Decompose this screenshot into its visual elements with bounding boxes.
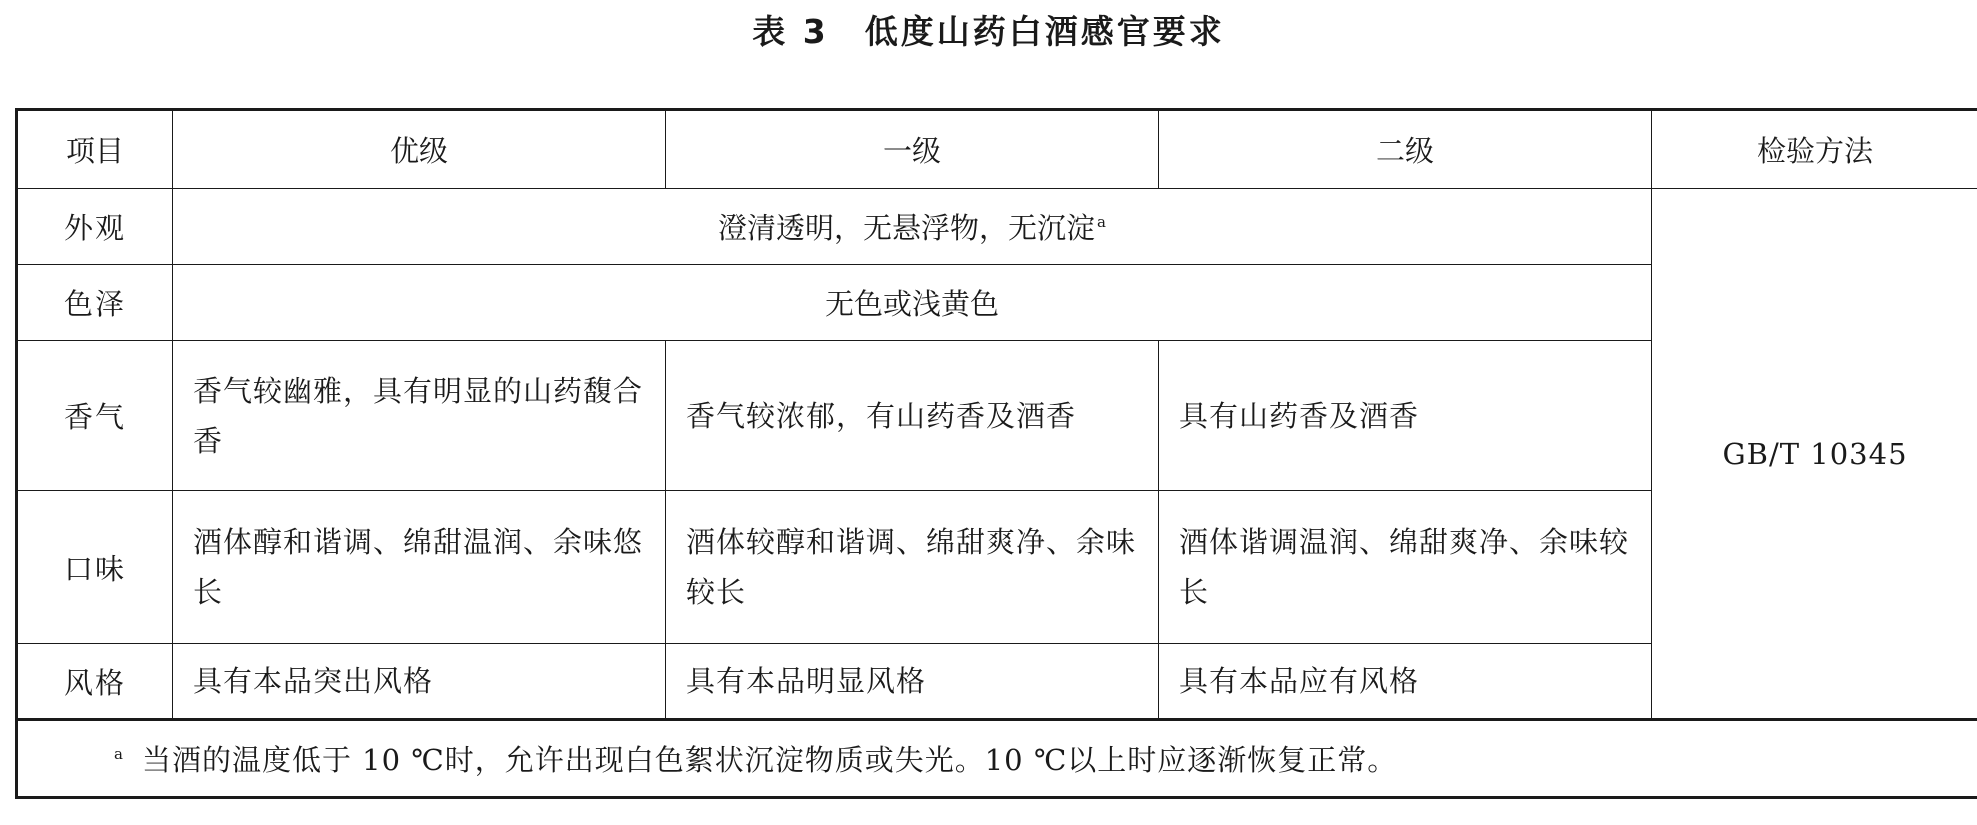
header-grade-first: 一级 xyxy=(666,110,1159,189)
header-grade-premium: 优级 xyxy=(173,110,666,189)
taste-second: 酒体谐调温润、绵甜爽净、余味较长 xyxy=(1159,491,1652,644)
row-label-color: 色泽 xyxy=(17,265,173,341)
aroma-first: 香气较浓郁，有山药香及酒香 xyxy=(666,341,1159,491)
header-row xyxy=(17,110,1977,189)
footnote-text: 当酒的温度低于 10 ℃时，允许出现白色絮状沉淀物质或失光。10 ℃以上时应逐渐恢复正常。 xyxy=(141,743,1398,777)
table-row xyxy=(17,189,1977,265)
taste-premium: 酒体醇和谐调、绵甜温润、余味悠长 xyxy=(173,491,666,644)
row-label-aroma: 香气 xyxy=(17,341,173,491)
header-method: 检验方法 xyxy=(1652,110,1977,189)
color-value: 无色或浅黄色 xyxy=(173,265,1652,341)
style-premium: 具有本品突出风格 xyxy=(173,644,666,720)
footnote-row xyxy=(17,720,1977,798)
test-method: GB/T 10345 xyxy=(1652,189,1977,720)
footnote xyxy=(17,720,1977,798)
row-label-taste: 口味 xyxy=(17,491,173,644)
taste-first: 酒体较醇和谐调、绵甜爽净、余味较长 xyxy=(666,491,1159,644)
style-second: 具有本品应有风格 xyxy=(1159,644,1652,720)
appearance-text: 澄清透明，无悬浮物，无沉淀 xyxy=(718,211,1096,245)
row-label-style: 风格 xyxy=(17,644,173,720)
header-item: 项目 xyxy=(17,110,173,189)
footnote-marker: a xyxy=(1097,213,1106,232)
sensory-requirements-table xyxy=(15,108,1977,799)
row-label-appearance: 外观 xyxy=(17,189,173,265)
style-first: 具有本品明显风格 xyxy=(666,644,1159,720)
footnote-mark: a xyxy=(114,745,124,764)
appearance-value xyxy=(173,189,1652,265)
aroma-premium: 香气较幽雅，具有明显的山药馥合香 xyxy=(173,341,666,491)
header-grade-second: 二级 xyxy=(1159,110,1652,189)
aroma-second: 具有山药香及酒香 xyxy=(1159,341,1652,491)
table-title: 表 3 低度山药白酒感官要求 xyxy=(752,12,1225,51)
